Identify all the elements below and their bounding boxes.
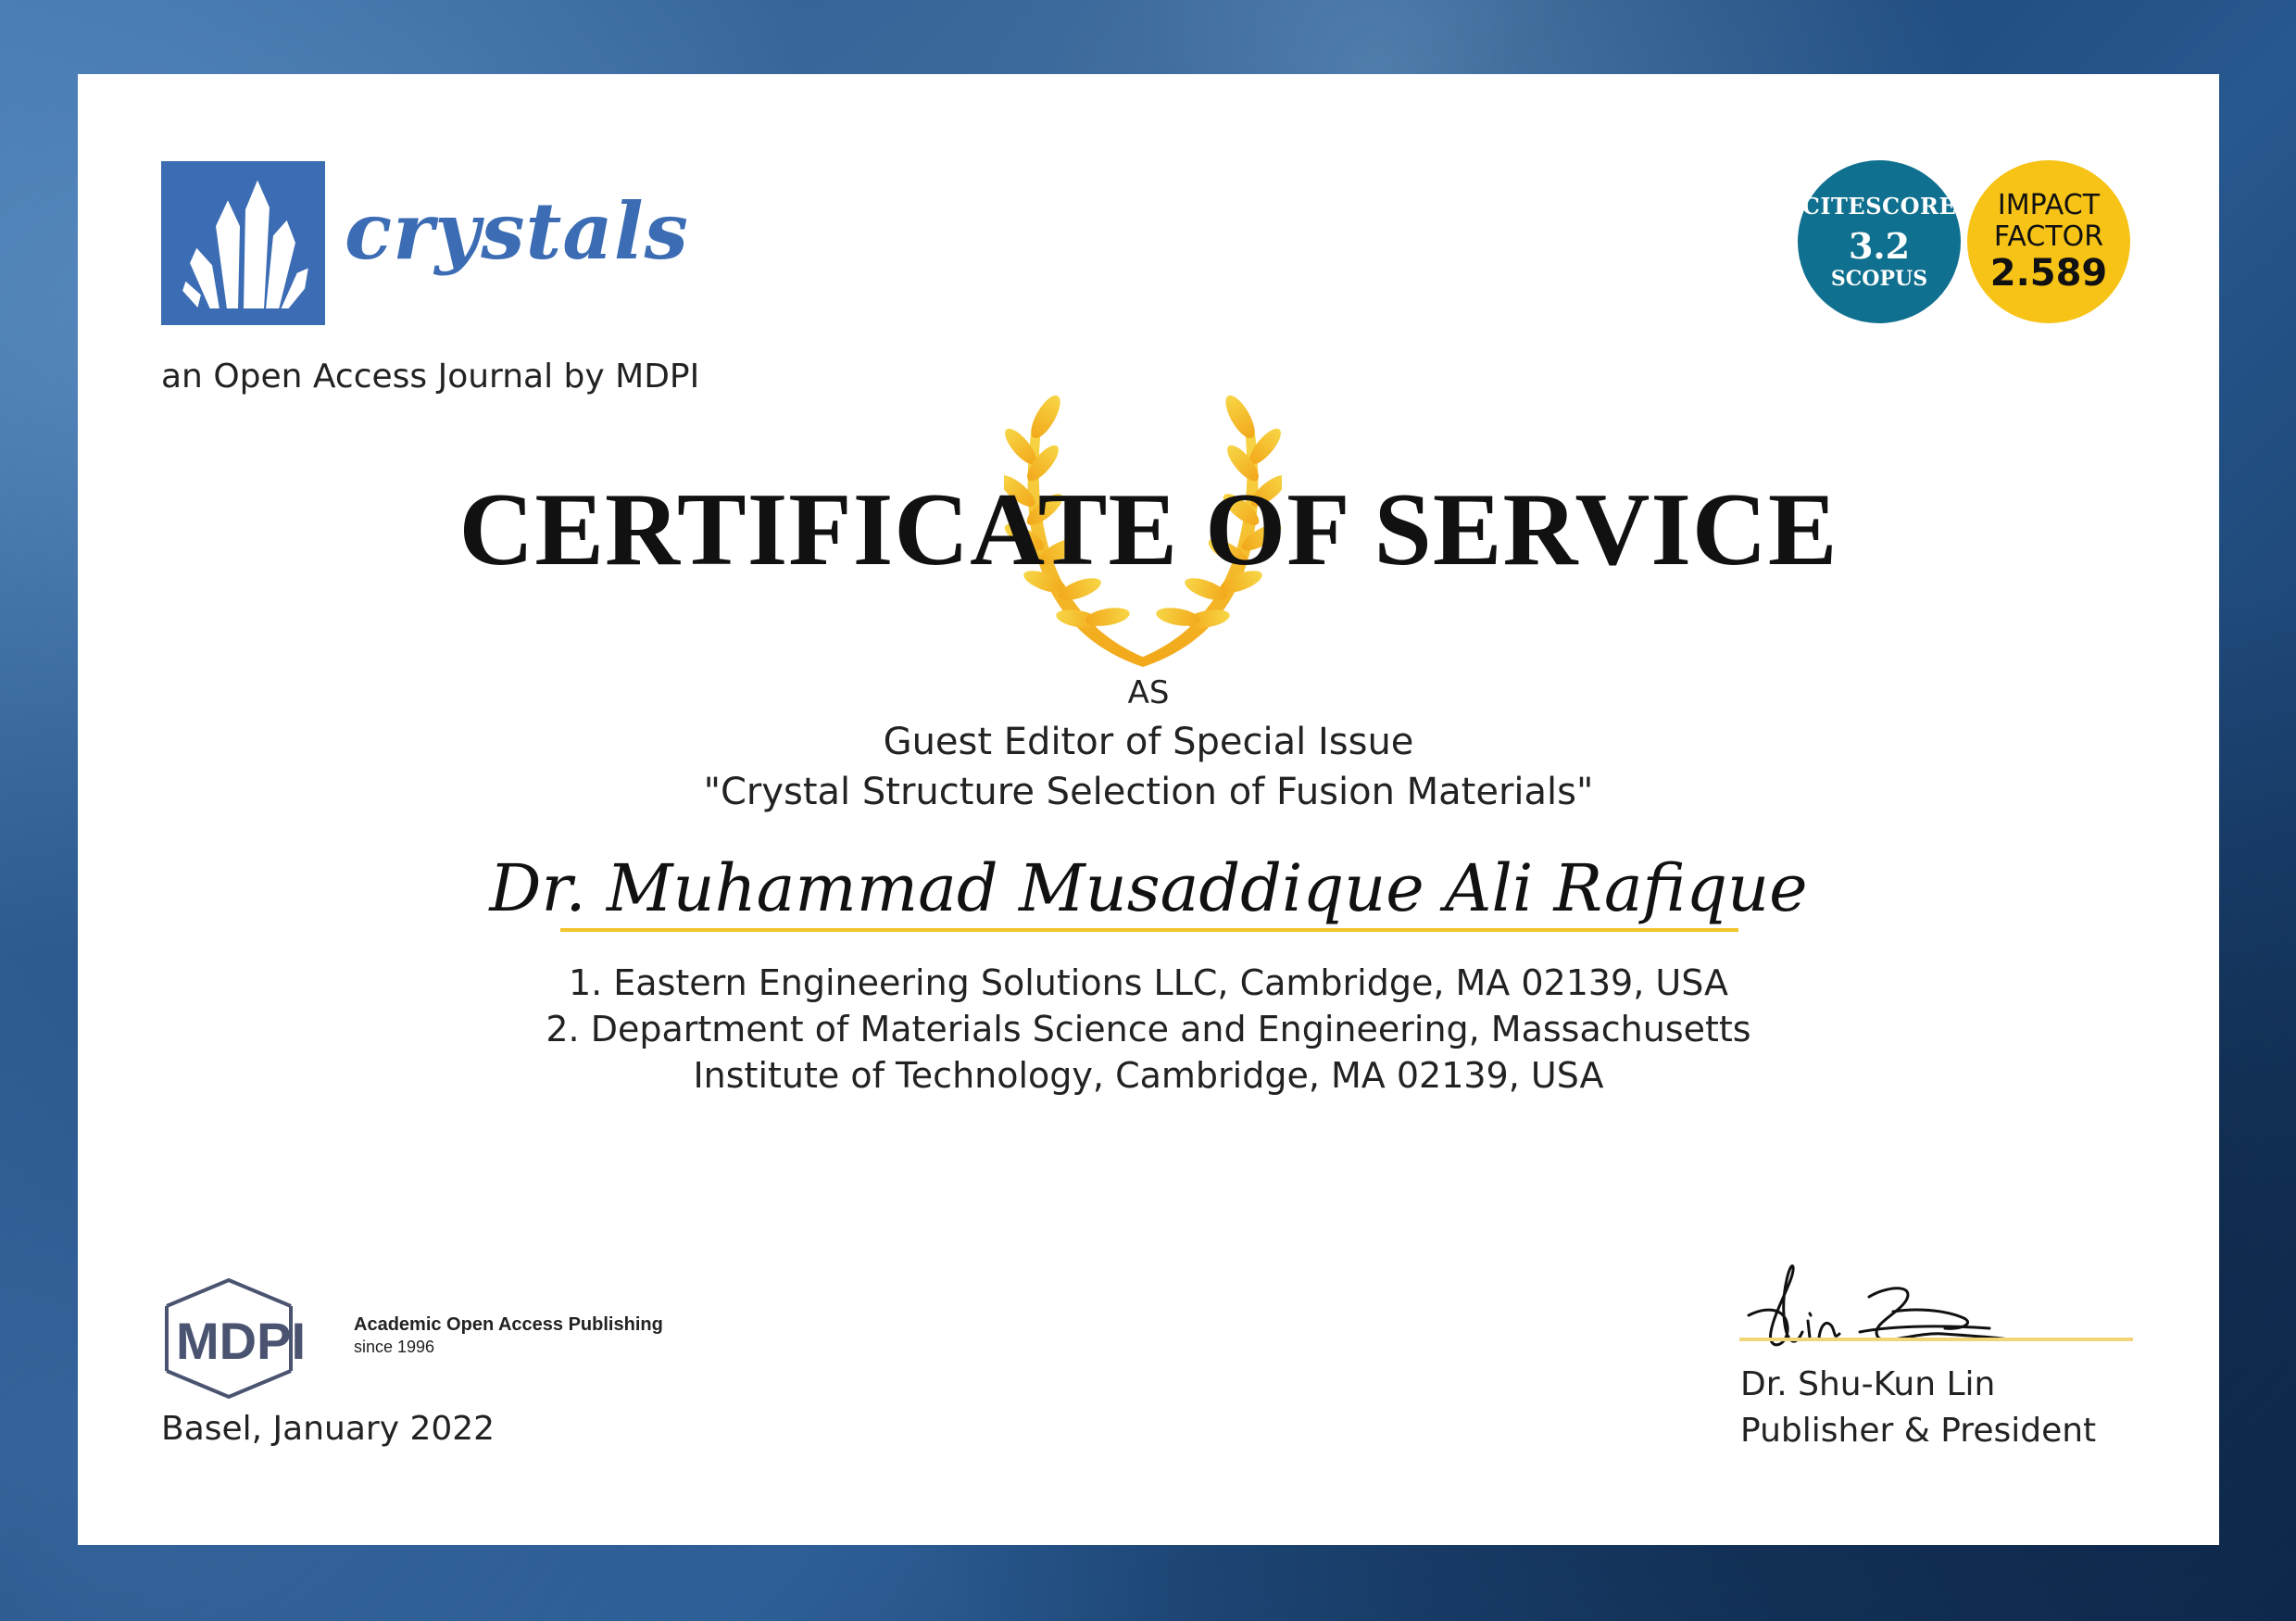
signature-image bbox=[1730, 1260, 2026, 1369]
mdpi-logo bbox=[159, 1278, 678, 1399]
citescore-label: CITESCORE bbox=[1801, 193, 1957, 220]
certificate-title: CERTIFICATE OF SERVICE bbox=[458, 472, 1838, 587]
impact-label-2: FACTOR bbox=[1993, 220, 2104, 253]
affiliation-line-2: 2. Department of Materials Science and Engineering, Massachusetts bbox=[546, 1009, 1751, 1049]
citescore-source: SCOPUS bbox=[1830, 267, 1928, 291]
impact-label-1: IMPACT bbox=[1997, 189, 2101, 221]
role-text: Guest Editor of Special Issue bbox=[883, 721, 1414, 763]
citescore-badge bbox=[1798, 160, 1961, 323]
citescore-value: 3.2 bbox=[1848, 225, 1911, 267]
place-and-date: Basel, January 2022 bbox=[161, 1410, 496, 1448]
journal-tagline: an Open Access Journal by MDPI bbox=[161, 358, 700, 396]
signature-line bbox=[1739, 1338, 2133, 1341]
crystal-cluster-icon bbox=[161, 161, 325, 325]
recipient-name: Dr. Muhammad Musaddique Ali Rafique bbox=[489, 850, 1808, 926]
special-issue-title: "Crystal Structure Selection of Fusion Materials" bbox=[703, 771, 1594, 813]
signer-name: Dr. Shu-Kun Lin bbox=[1740, 1365, 1996, 1403]
as-label: AS bbox=[1127, 674, 1170, 711]
affiliation-line-3: Institute of Technology, Cambridge, MA 02139, USA bbox=[693, 1055, 1604, 1096]
mdpi-wordmark: MDPI bbox=[176, 1312, 306, 1370]
affiliation-line-1: 1. Eastern Engineering Solutions LLC, Cambridge, MA 02139, USA bbox=[568, 962, 1729, 1003]
mdpi-slogan: Academic Open Access Publishing bbox=[354, 1314, 663, 1335]
impact-factor-badge bbox=[1967, 160, 2130, 323]
recipient-underline bbox=[560, 928, 1738, 932]
mdpi-since: since 1996 bbox=[354, 1338, 435, 1356]
certificate-paper bbox=[78, 74, 2219, 1545]
impact-value: 2.589 bbox=[1989, 252, 2108, 295]
signer-title: Publisher & President bbox=[1740, 1412, 2097, 1450]
journal-name: crystals bbox=[345, 185, 689, 277]
